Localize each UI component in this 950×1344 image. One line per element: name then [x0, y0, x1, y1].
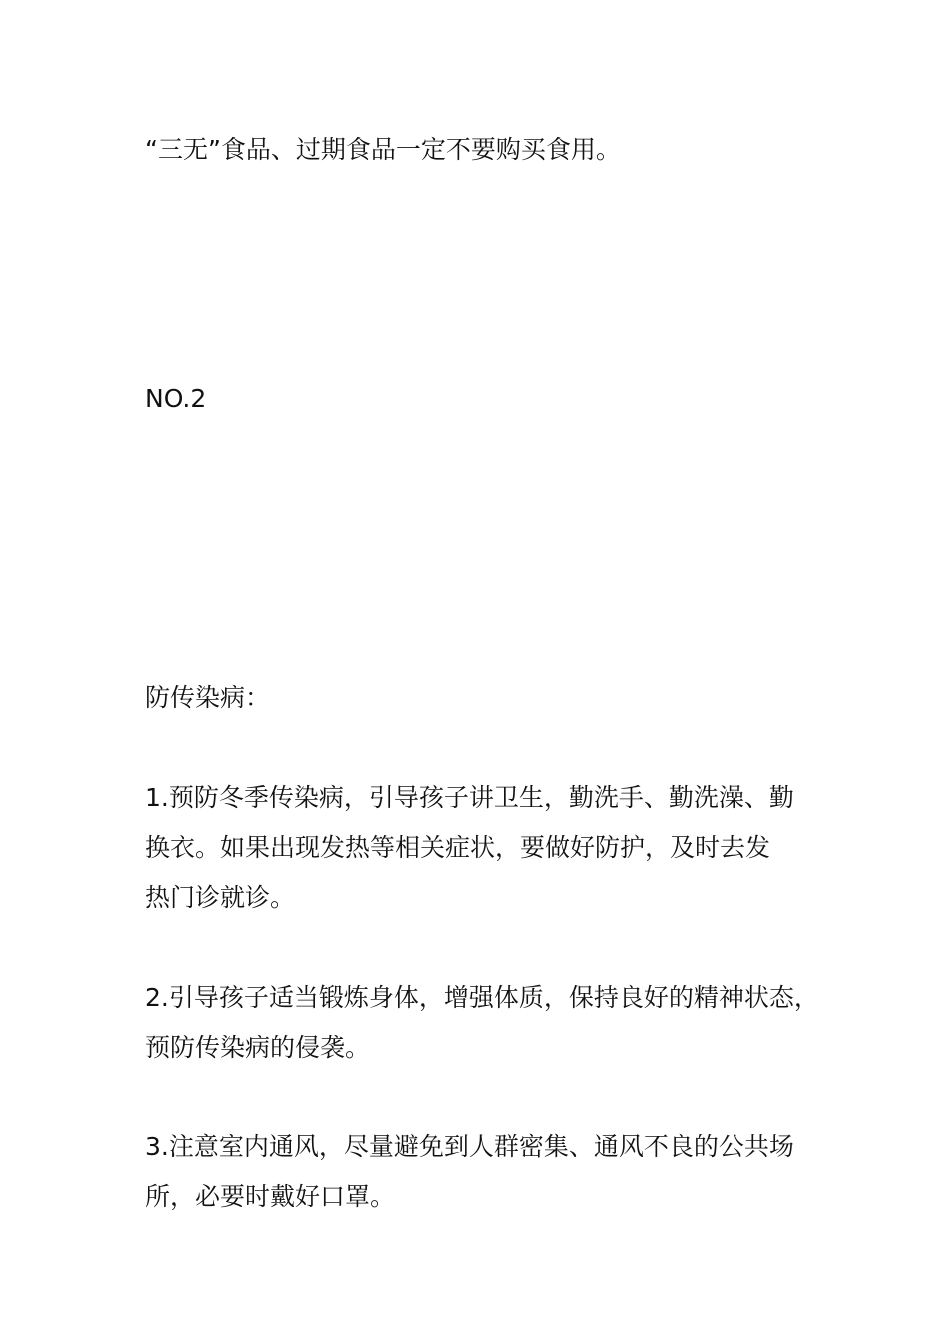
list-item: [145, 973, 835, 1073]
section-number: NO.2: [145, 384, 207, 413]
intro-line: “三无”食品、过期食品一定不要购买食用。: [145, 135, 621, 164]
section-title: 防传染病：: [145, 683, 271, 712]
list-item-line: 换衣。如果出现发热等相关症状，要做好防护，及时去发: [145, 833, 771, 862]
list-item-line: 所，必要时戴好口罩。: [145, 1182, 396, 1211]
list-item-line: 热门诊就诊。: [145, 883, 296, 912]
list-item-line: 预防传染病的侵袭。: [145, 1033, 371, 1062]
list-item-line: 1.预防冬季传染病，引导孩子讲卫生，勤洗手、勤洗澡、勤: [145, 783, 794, 812]
list-item-line: 2.引导孩子适当锻炼身体，增强体质，保持良好的精神状态，: [145, 983, 819, 1012]
list-item: [145, 773, 835, 923]
list-item: [145, 1122, 835, 1222]
list-item-line: 3.注意室内通风，尽量避免到人群密集、通风不良的公共场: [145, 1132, 794, 1161]
